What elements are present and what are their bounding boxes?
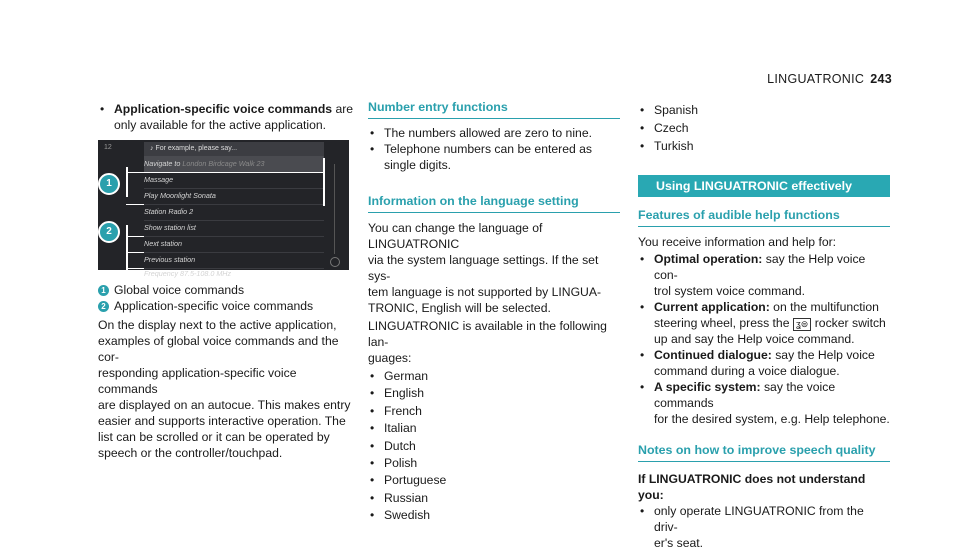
legend-text: Global voice commands: [114, 283, 245, 297]
page-number: 243: [870, 72, 892, 86]
display-screenshot: [98, 140, 349, 278]
list-item: • Czech: [638, 119, 890, 137]
running-header: [767, 72, 892, 86]
item-text: for the desired system, e.g. Help telephone.: [654, 412, 890, 426]
text-line: guages:: [368, 351, 412, 365]
subheading: If LINGUATRONIC does not understand you:: [638, 472, 866, 502]
item-lead: Frequency 87.5-108.0 MHz: [144, 269, 232, 278]
settings-icon[interactable]: [330, 257, 340, 267]
language-list: [368, 368, 620, 525]
bracket-line: [126, 172, 324, 173]
callout-marker-2: 2: [98, 221, 120, 243]
list-item: • English: [368, 385, 620, 402]
text-line: easier and supports interactive operation. The: [98, 414, 346, 428]
item-lead: Massage: [144, 175, 174, 184]
legend-item-1: [98, 282, 358, 298]
text-line: via the system language settings. If the set sys-: [368, 253, 599, 283]
item-bold: Continued dialogue:: [654, 348, 772, 362]
list-item[interactable]: [144, 188, 324, 205]
item-text: steering wheel, press the: [654, 316, 793, 330]
list-item: • Polish: [368, 455, 620, 472]
list-item: • Dutch: [368, 438, 620, 455]
list-item: • Swedish: [368, 507, 620, 524]
list-item: • Portuguese: [368, 472, 620, 489]
item-lead: Navigate to: [144, 159, 183, 168]
autocue-prompt: [144, 142, 324, 156]
list-item[interactable]: [144, 236, 324, 253]
legend: [98, 282, 358, 314]
text-line: You can change the language of LINGUATRONIC: [368, 221, 543, 251]
bracket-line: [126, 252, 144, 253]
language-paragraph-2: [368, 318, 620, 366]
item-bold: A specific system:: [654, 380, 761, 394]
list-item: • Telephone numbers can be entered as single digits.: [368, 141, 620, 173]
callout-marker-1: 1: [98, 173, 120, 195]
list-item[interactable]: [144, 204, 324, 221]
list-item: [638, 251, 890, 299]
text-line: list can be scrolled or it can be operated by: [98, 430, 330, 444]
language-paragraph-1: [368, 220, 620, 316]
text-line: LINGUATRONIC is available in the following lan-: [368, 319, 607, 349]
legend-num: 2: [98, 301, 109, 312]
intro-text: You receive information and help for:: [638, 235, 837, 249]
section-title: Number entry functions: [368, 100, 620, 119]
section-title: Notes on how to improve speech quality: [638, 443, 890, 462]
item-text: command during a voice dialogue.: [654, 364, 840, 378]
list-item: [638, 299, 890, 347]
chapter-band: Using LINGUATRONIC effectively: [638, 175, 890, 197]
middle-column: [368, 100, 620, 525]
speech-quality-list: [638, 503, 890, 551]
item-lead: Station Radio 2: [144, 207, 194, 216]
text-line: On the display next to the active application,: [98, 318, 337, 332]
bracket-line: [126, 236, 144, 237]
list-item[interactable]: [144, 266, 324, 282]
legend-text: Application-specific voice commands: [114, 299, 314, 313]
list-item: • Russian: [368, 490, 620, 507]
bracket-line: [126, 268, 144, 269]
text-line: responding application-specific voice commands: [98, 366, 297, 396]
list-item: [638, 347, 890, 379]
text-line: examples of global voice commands and the cor-: [98, 334, 339, 364]
item-text: up and say the Help voice command.: [654, 332, 855, 346]
rocker-switch-icon: ʓ⊜: [793, 318, 811, 331]
item-lead: Play Moonlight Sonata: [144, 191, 216, 200]
list-item: • German: [368, 368, 620, 385]
item-text: rocker switch: [811, 316, 886, 330]
item-text: er's seat.: [654, 536, 704, 550]
prompt-text: For example, please say...: [155, 145, 238, 152]
app-specific-bullet: [98, 101, 358, 133]
text-line: are displayed on an autocue. This makes entry: [98, 398, 351, 412]
language-list-continued: [638, 101, 890, 155]
item-bold: Optimal operation:: [654, 252, 763, 266]
item-text: say the voice commands: [654, 380, 836, 410]
list-item[interactable]: [144, 156, 324, 173]
item-lead: Show station list: [144, 223, 196, 232]
list-item: [98, 101, 358, 133]
bracket-line: [126, 225, 128, 270]
scrollbar[interactable]: [334, 164, 341, 254]
number-entry-list: [368, 125, 620, 173]
legend-item-2: [98, 298, 358, 314]
item-text: trol system voice command.: [654, 284, 806, 298]
bracket-line: [323, 158, 325, 206]
bracket-line: [126, 204, 144, 205]
microphone-icon: ♪: [150, 145, 156, 152]
left-column: [98, 101, 358, 133]
right-column: [638, 101, 890, 551]
item-lead: Next station: [144, 239, 182, 248]
clock: 12: [104, 144, 112, 151]
text-line: tem language is not supported by LINGUA-: [368, 285, 602, 299]
section-title: Features of audible help functions: [638, 208, 890, 227]
section-title: Information on the language setting: [368, 194, 620, 213]
list-item: • The numbers allowed are zero to nine.: [368, 125, 620, 141]
list-item[interactable]: [144, 172, 324, 189]
text-line: speech or the controller/touchpad.: [98, 446, 283, 460]
item-lead: Previous station: [144, 255, 196, 264]
list-item[interactable]: [144, 220, 324, 237]
legend-num: 1: [98, 285, 109, 296]
item-text: say the Help voice: [771, 348, 875, 362]
help-list: [638, 251, 890, 427]
list-item: • Turkish: [638, 137, 890, 155]
list-item: [638, 503, 890, 551]
bullet-bold: Application-specific voice commands: [114, 102, 333, 116]
item-text: • only operate LINGUATRONIC from the driv-: [654, 504, 864, 534]
list-item: • Italian: [368, 420, 620, 437]
header-title: LINGUATRONIC: [767, 72, 865, 86]
list-item: • French: [368, 403, 620, 420]
item-text: say the Help voice con-: [654, 252, 866, 282]
item-bold: Current application:: [654, 300, 770, 314]
text-line: TRONIC, English will be selected.: [368, 301, 551, 315]
display-paragraph: [98, 317, 358, 461]
item-text: on the multifunction: [769, 300, 879, 314]
bullet-text: are only available for the active application.: [114, 102, 354, 132]
list-item: • Spanish: [638, 101, 890, 119]
item-dim: London Birdcage Walk 23: [182, 159, 265, 168]
list-item: [638, 379, 890, 427]
